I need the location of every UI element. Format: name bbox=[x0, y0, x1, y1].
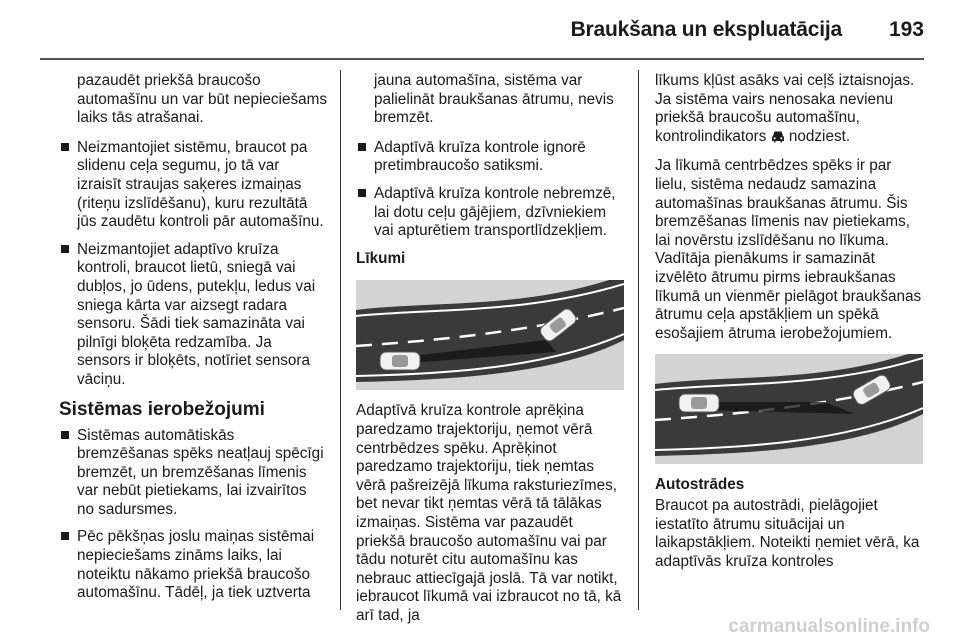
column-3 bbox=[655, 72, 923, 582]
paragraph: Adaptīvā kruīza kontrole aprēķina paredzamo trajektoriju, ņemot vērā centrbēdzes spēku. Aprēķinot paredzamo trajektoriju, tiek ņemtas vērā pašreizējā līkuma raksturiezīmes, bet nevar tikt ņemtas vērā tā tālākas izmaiņas. Sistēma var pazaudēt priekšā braucošo automašīnu vai par tādu noturēt citu automašīnu kas nebrauc attiecīgajā joslā. Tā var notikt, iebraucot līkumā vai izbraucot no tā, kā arī tad, ja bbox=[356, 402, 622, 624]
bullet-square-icon bbox=[61, 532, 69, 540]
header-rule bbox=[40, 58, 924, 60]
continued-text: pazaudēt priekšā braucošo automašīnu un var būt nepieciešams laiks tās atrašanai. bbox=[77, 72, 327, 127]
subheading: Līkumi bbox=[356, 249, 406, 267]
bullet-square-icon bbox=[61, 431, 69, 439]
paragraph-text: līkums kļūst asāks vai ceļš iztaisnojas. Ja sistēma vairs nenosaka nevienu priekšā braucošu automašīnu, kontrolindikators bbox=[655, 72, 915, 145]
bullet-square-icon bbox=[61, 143, 69, 151]
paragraph bbox=[655, 72, 923, 146]
paragraph: Ja līkumā centrbēdzes spēks ir par lielu, sistēma nedaudz samazina automašīnas braukšanas ātrumu. Šis bremzēšanas līmenis nav pietiekams, lai novērstu izslīdēšanu no līkuma. Vadītāja pienākums ir samazināt izvēlēto ātrumu pirms iebraukšanas līkumā un vienmēr pielāgot braukšanas ātrumu ceļa apstākļiem un spēkā esošajiem ātruma ierobežojumiem. bbox=[655, 157, 922, 342]
section-heading: Sistēmas ierobežojumi bbox=[59, 398, 265, 420]
list-item bbox=[59, 528, 327, 602]
bullet-text: Adaptīvā kruīza kontrole nebremzē, lai dotu ceļu gājējiem, dzīvniekiem vai apturētiem transportlīdzekļiem. bbox=[374, 184, 616, 240]
page-header bbox=[0, 0, 960, 58]
paragraph: Braucot pa autostrādi, pielāgojiet iestatīto ātrumu situācijai un laikapstākļiem. Noteikti ņemiet vērā, ka adaptīvās kruīza kontroles bbox=[655, 496, 920, 570]
bullet-text: Adaptīvā kruīza kontrole ignorē pretimbraucošo satiksmi. bbox=[374, 138, 586, 175]
page-number: 193 bbox=[888, 18, 924, 41]
bullet-square-icon bbox=[358, 143, 366, 151]
list-item bbox=[59, 241, 327, 390]
continued-text: jauna automašīna, sistēma var palielināt braukšanas ātrumu, nevis bremzēt. bbox=[374, 72, 614, 127]
curve-illustration bbox=[655, 354, 923, 464]
bullet-text: Sistēmas automātiskās bremzēšanas spēks neatļauj spēcīgi bremzēt, un bremzēšanas līmenis var nebūt pietiekams, lai izvairītos no sadursmes. bbox=[77, 426, 324, 518]
bullet-text: Pēc pēkšņas joslu maiņas sistēmai nepieciešams zināms laiks, lai noteiktu nākamo priekšā braucošo automašīnu. Tādēļ, ja tiek uztverta bbox=[77, 528, 315, 602]
column-2 bbox=[356, 72, 626, 636]
car-icon bbox=[771, 130, 785, 143]
list-item bbox=[356, 185, 626, 241]
bullet-square-icon bbox=[358, 189, 366, 197]
watermark: carmanualsonline.info bbox=[728, 616, 930, 637]
bullet-square-icon bbox=[61, 245, 69, 253]
column-divider bbox=[340, 70, 341, 610]
list-item bbox=[59, 427, 327, 520]
column-divider bbox=[638, 70, 639, 610]
paragraph-text: nodziest. bbox=[788, 127, 851, 145]
curve-illustration bbox=[356, 280, 624, 390]
list-item bbox=[356, 139, 626, 176]
bullet-text: Neizmantojiet sistēmu, braucot pa slidenu ceļa segumu, jo tā var izraisīt straujas saķeres izmaiņas (riteņu izslīdēšanu), kuru rezultātā jūs zaudētu kontroli pār automašīnu. bbox=[77, 138, 324, 231]
header-title: Braukšana un ekspluatācija bbox=[570, 18, 842, 41]
bullet-text: Neizmantojiet adaptīvo kruīza kontroli, braucot lietū, sniegā vai dubļos, jo ūdens, putekļu, ledus vai sniega kārta var aizsegt radara sensoru. Šādi tiek samazināta vai pilnīgi bloķēta redzamība. Ja sensors ir bloķēts, notīriet sensora vāciņu. bbox=[77, 240, 316, 388]
list-item bbox=[59, 139, 327, 232]
subheading: Autostrādes bbox=[655, 476, 745, 494]
column-1 bbox=[59, 72, 327, 612]
